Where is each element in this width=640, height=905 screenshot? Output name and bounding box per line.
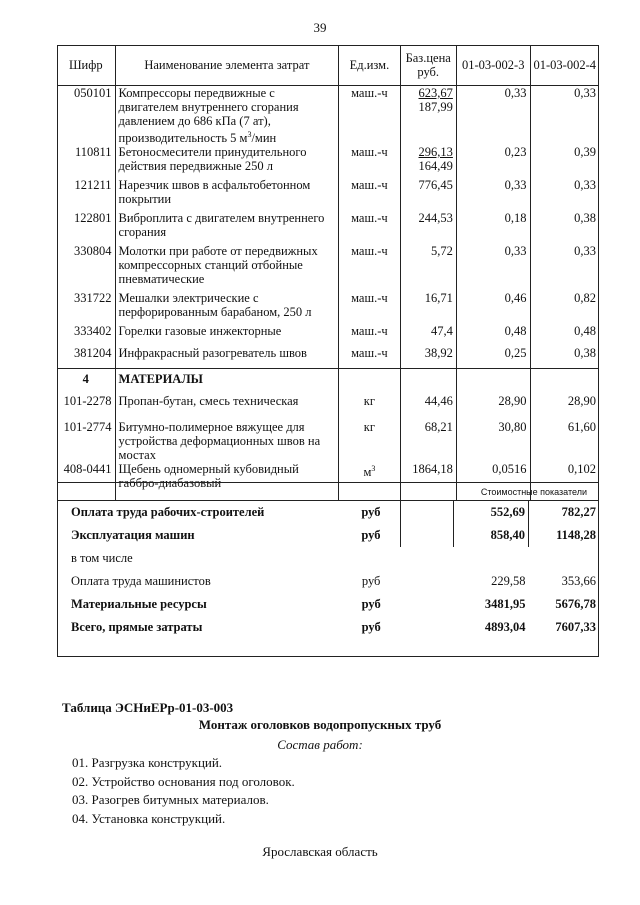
- row-name: Битумно-полимерное вяжущее для устройства деформационных швов на мостах: [115, 414, 339, 462]
- row-price: 776,45: [400, 178, 456, 211]
- header-col-3: 01-03-002-3: [456, 45, 530, 86]
- totals-value-4: 7607,33: [555, 620, 596, 634]
- totals-label: Оплата труда рабочих-строителей: [57, 501, 341, 525]
- row-unit: маш.-ч: [339, 324, 400, 346]
- row-unit: маш.-ч: [339, 244, 400, 291]
- row-name: Пропан-бутан, смесь техническая: [115, 391, 339, 414]
- totals-row: [57, 524, 599, 547]
- row-value-4: 0,33: [530, 178, 599, 211]
- totals-unit: руб: [341, 501, 401, 525]
- next-table-title: Таблица ЭСНиЕРр-01-03-003: [62, 700, 234, 715]
- row-value-3: 0,33: [456, 178, 530, 211]
- table-row: [57, 346, 599, 368]
- row-unit: $м^3$: [339, 462, 400, 500]
- row-value-4: 0,82: [530, 291, 599, 324]
- totals-row: [57, 547, 599, 570]
- row-code: 408-0441: [63, 462, 112, 477]
- row-unit: маш.-ч: [339, 211, 400, 244]
- totals-row: [57, 570, 599, 593]
- row-name: Молотки при работе от передвижных компрессорных станций отбойные пневматические: [115, 244, 339, 291]
- totals-value-4: 5676,78: [555, 597, 596, 611]
- totals-label: Эксплуатация машин: [71, 528, 195, 542]
- row-unit: кг: [339, 414, 400, 462]
- totals-label: Оплата труда машинистов: [71, 574, 211, 588]
- row-value-3: 0,46: [456, 291, 530, 324]
- row-code: 050101: [74, 86, 112, 100]
- section-number: 4: [57, 368, 115, 391]
- totals-value-4: 782,27: [529, 501, 599, 525]
- totals-table: [57, 500, 599, 639]
- row-value-4: 0,102: [530, 462, 599, 500]
- row-value-4: 0,33: [530, 86, 599, 146]
- row-code: 101-2774: [63, 420, 112, 435]
- row-price: 296,13 164,49: [400, 145, 456, 178]
- row-unit: маш.-ч: [339, 145, 400, 178]
- row-value-3: 30,80: [456, 414, 530, 462]
- row-value-3: 0,0516: [456, 462, 530, 500]
- totals-unit: руб: [361, 620, 381, 634]
- row-value-4: 0,38: [530, 346, 599, 368]
- page-number: 39: [313, 20, 327, 35]
- totals-row: [57, 593, 599, 616]
- row-value-4: 0,39: [530, 145, 599, 178]
- totals-value-3: 4893,04: [484, 620, 526, 634]
- table-row: [57, 145, 599, 178]
- row-name: Мешалки электрические с перфорированным барабаном, 250 л: [115, 291, 339, 324]
- totals-label: Всего, прямые затраты: [71, 620, 203, 634]
- header-name: Наименование элемента затрат: [115, 45, 339, 86]
- row-value-3: 0,33: [456, 86, 530, 146]
- summary-divider: [57, 482, 599, 497]
- row-value-4: 0,33: [530, 244, 599, 291]
- totals-label: Материальные ресурсы: [71, 597, 207, 611]
- resource-table: [57, 45, 599, 500]
- row-name: Щебень одномерный кубовидный габбро-диабазовый: [115, 462, 339, 500]
- table-header-row: [57, 45, 599, 86]
- row-code: 381204: [74, 346, 112, 361]
- row-code: 331722: [74, 291, 112, 306]
- table-row: [57, 391, 599, 414]
- row-name: Бетоносмесители принудительного действия передвижные 250 л: [115, 145, 339, 178]
- row-price: 68,21: [400, 414, 456, 462]
- table-row: [57, 178, 599, 211]
- totals-unit: руб: [361, 574, 381, 588]
- row-value-3: 0,23: [456, 145, 530, 178]
- row-value-3: 0,18: [456, 211, 530, 244]
- table-row: [57, 324, 599, 346]
- summary-label: Стоимостные показатели: [480, 487, 587, 497]
- section-row: [57, 368, 599, 391]
- totals-value-3: 858,40: [454, 524, 529, 547]
- row-name: Нарезчик швов в асфальтобетонном покрытии: [115, 178, 339, 211]
- row-price: 16,71: [400, 291, 456, 324]
- row-value-3: 0,33: [456, 244, 530, 291]
- row-name: Компрессоры передвижные с двигателем внутреннего сгорания давлением до 686 кПа (7 ат), производительность 5 $м^3$/мин: [115, 86, 339, 146]
- totals-label: в том числе: [71, 551, 133, 565]
- section-title: МАТЕРИАЛЫ: [115, 368, 339, 391]
- row-unit: маш.-ч: [339, 86, 400, 146]
- totals-unit: руб: [361, 597, 381, 611]
- row-price: 5,72: [400, 244, 456, 291]
- totals-value-3: 3481,95: [484, 597, 526, 611]
- next-table-subheading: Состав работ:: [277, 737, 363, 752]
- row-code: 110811: [74, 145, 112, 160]
- row-value-4: 28,90: [530, 391, 599, 414]
- row-unit: маш.-ч: [339, 178, 400, 211]
- list-item: 02. Устройство основания под оголовок.: [72, 773, 295, 789]
- table-row: [57, 86, 599, 146]
- works-list: [72, 754, 295, 828]
- row-price: 44,46: [400, 391, 456, 414]
- row-price: 244,53: [400, 211, 456, 244]
- header-col-4: 01-03-002-4: [530, 45, 599, 86]
- row-code: 121211: [74, 178, 112, 193]
- header-code: Шифр: [57, 45, 115, 86]
- totals-value-4: 353,66: [561, 574, 596, 588]
- table-row: [57, 291, 599, 324]
- row-value-3: 28,90: [456, 391, 530, 414]
- row-code: 330804: [74, 244, 112, 259]
- header-unit: Ед.изм.: [339, 45, 400, 86]
- row-code: 333402: [74, 324, 112, 339]
- row-value-4: 0,38: [530, 211, 599, 244]
- list-item: 01. Разгрузка конструкций.: [72, 755, 223, 770]
- totals-unit: руб: [361, 528, 381, 542]
- row-price: 38,92: [400, 346, 456, 368]
- row-value-4: 61,60: [530, 414, 599, 462]
- next-table-heading: Монтаж оголовков водопропускных труб: [198, 717, 442, 732]
- list-item: 04. Установка конструкций.: [72, 810, 226, 826]
- row-price: 47,4: [400, 324, 456, 346]
- row-unit: кг: [339, 391, 400, 414]
- row-unit: маш.-ч: [339, 291, 400, 324]
- table-row: [57, 244, 599, 291]
- table-row: [57, 414, 599, 462]
- row-value-4: 0,48: [530, 324, 599, 346]
- row-value-3: 0,25: [456, 346, 530, 368]
- row-code: 122801: [74, 211, 112, 226]
- list-item: 03. Разогрев битумных материалов.: [72, 792, 269, 807]
- page-footer: Ярославская область: [262, 844, 378, 859]
- row-value-3: 0,48: [456, 324, 530, 346]
- row-code: 101-2278: [63, 394, 112, 409]
- row-name: Виброплита с двигателем внутреннего сгорания: [115, 211, 339, 244]
- row-price: 1864,18: [400, 462, 456, 500]
- totals-row: [57, 501, 599, 525]
- totals-value-3: 552,69: [454, 501, 529, 525]
- row-unit: маш.-ч: [339, 346, 400, 368]
- totals-row: [57, 616, 599, 639]
- row-name: Горелки газовые инжекторные: [115, 324, 339, 346]
- table-row: [57, 211, 599, 244]
- row-price: 623,67 187,99: [400, 86, 456, 146]
- row-name: Инфракрасный разогреватель швов: [115, 346, 339, 368]
- header-base-price: Баз.цена руб.: [400, 45, 456, 86]
- totals-value-4: 1148,28: [529, 524, 599, 547]
- totals-value-3: 229,58: [491, 574, 526, 588]
